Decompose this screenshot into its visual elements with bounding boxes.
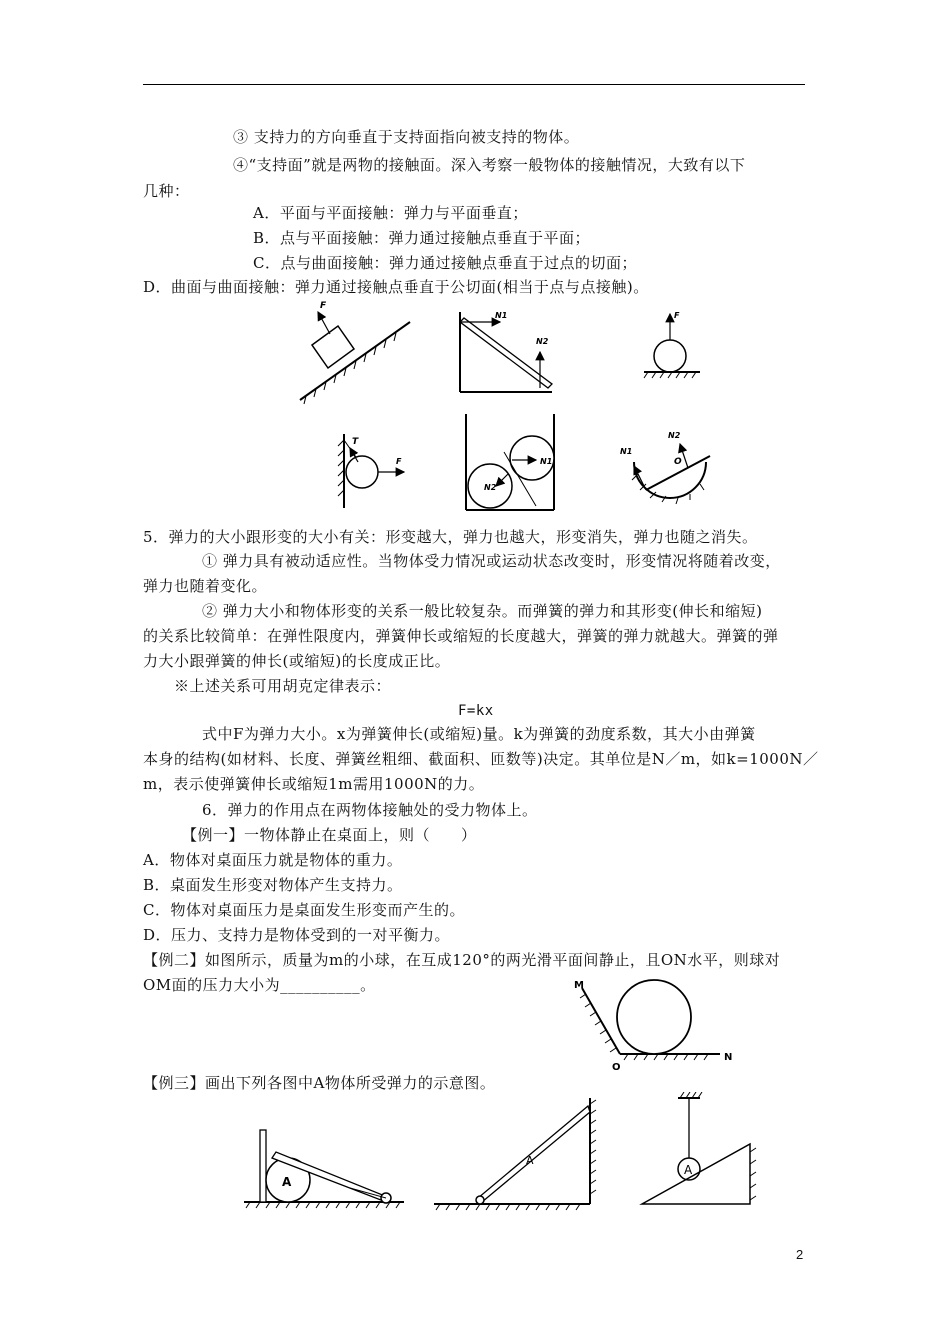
text-line: 6．弹力的作用点在两物体接触处的受力物体上。	[202, 801, 538, 819]
text-line: m，表示使弹簧伸长或缩短1m需用1000N的力。	[143, 775, 485, 793]
svg-text:A: A	[526, 1154, 534, 1167]
text-line: 式中F为弹力大小。x为弹簧伸长(或缩短)量。k为弹簧的劲度系数，其大小由弹簧	[202, 725, 756, 743]
text-line: 几种：	[143, 182, 190, 200]
example-three-figures	[238, 1092, 768, 1222]
option-a: A．物体对桌面压力就是物体的重力。	[143, 851, 403, 869]
svg-text:A: A	[282, 1175, 292, 1189]
svg-text:O: O	[612, 1062, 621, 1073]
svg-text:F: F	[396, 457, 402, 466]
svg-text:T: T	[352, 437, 359, 447]
svg-text:N1: N1	[495, 311, 508, 320]
text-line: ③ 支持力的方向垂直于支持面指向被支持的物体。	[233, 128, 580, 146]
svg-text:N2: N2	[668, 431, 681, 440]
ball-against-wall-figure	[338, 434, 404, 508]
block-on-incline-figure	[300, 301, 410, 404]
svg-text:N1: N1	[620, 447, 633, 456]
ball-and-board-figure	[244, 1130, 404, 1208]
option-d: D．压力、支持力是物体受到的一对平衡力。	[143, 926, 451, 944]
example-three-title: 【例三】画出下列各图中A物体所受弹力的示意图。	[143, 1074, 496, 1092]
text-line: ④“支持面”就是两物的接触面。深入考察一般物体的接触情况，大致有以下	[233, 156, 746, 174]
rod-against-wall-figure	[434, 1098, 596, 1210]
svg-text:N2: N2	[484, 483, 497, 492]
text-line: ① 弹力具有被动适应性。当物体受力情况或运动状态改变时，形变情况将随着改变，	[202, 552, 781, 570]
contact-figures-row-2	[300, 412, 720, 512]
svg-text:F: F	[674, 311, 680, 320]
text-line: 本身的结构(如材料、长度、弹簧丝粗细、截面积、匝数等)决定。其单位是N／m，如k=1000N／	[143, 750, 819, 768]
text-line: 5．弹力的大小跟形变的大小有关：形变越大，弹力也越大，形变消失，弹力也随之消失。	[143, 528, 758, 546]
text-line: ※上述关系可用胡克定律表示：	[174, 677, 392, 695]
option-c: C．物体对桌面压力是桌面发生形变而产生的。	[143, 901, 465, 919]
page-number: 2	[796, 1247, 804, 1262]
svg-text:N1: N1	[540, 457, 553, 466]
text-line: 的关系比较简单：在弹性限度内，弹簧伸长或缩短的长度越大，弹簧的弹力就越大。弹簧的弹	[143, 627, 779, 645]
svg-text:F: F	[320, 301, 327, 311]
text-line: A．平面与平面接触：弹力与平面垂直；	[253, 204, 528, 222]
text-line: 弹力也随着变化。	[143, 577, 268, 595]
text-line: 力大小跟弹簧的伸长(或缩短)的长度成正比。	[143, 652, 451, 670]
rod-in-corner-figure	[460, 311, 552, 392]
svg-text:O: O	[674, 457, 682, 467]
svg-text:N: N	[724, 1052, 733, 1063]
svg-text:M: M	[574, 980, 584, 991]
rod-in-bowl-figure	[620, 431, 710, 504]
hooke-formula: F=kx	[458, 703, 494, 719]
option-b: B．桌面发生形变对物体产生支持力。	[143, 876, 403, 894]
example-two-title: 【例二】如图所示，质量为m的小球，在互成120°的两光滑平面间静止，且ON水平，则球对	[143, 951, 781, 969]
header-rule	[143, 84, 805, 85]
text-line: B．点与平面接触：弹力通过接触点垂直于平面；	[253, 229, 591, 247]
example-one-title: 【例一】一物体静止在桌面上，则（ ）	[182, 826, 477, 844]
svg-text:N2: N2	[536, 337, 549, 346]
two-balls-in-container-figure	[466, 414, 554, 510]
text-line: OM面的压力大小为__________。	[143, 976, 376, 994]
ball-between-planes-figure	[568, 974, 748, 1074]
ball-on-floor-figure	[644, 311, 700, 378]
svg-text:A: A	[684, 1163, 693, 1177]
hanging-ball-on-incline-figure	[642, 1092, 756, 1204]
text-line: D．曲面与曲面接触：弹力通过接触点垂直于公切面(相当于点与点接触)。	[143, 278, 649, 296]
contact-figures-row-1	[290, 300, 730, 410]
text-line: ② 弹力大小和物体形变的关系一般比较复杂。而弹簧的弹力和其形变(伸长和缩短)	[202, 602, 763, 620]
text-line: C．点与曲面接触：弹力通过接触点垂直于过点的切面；	[253, 254, 637, 272]
